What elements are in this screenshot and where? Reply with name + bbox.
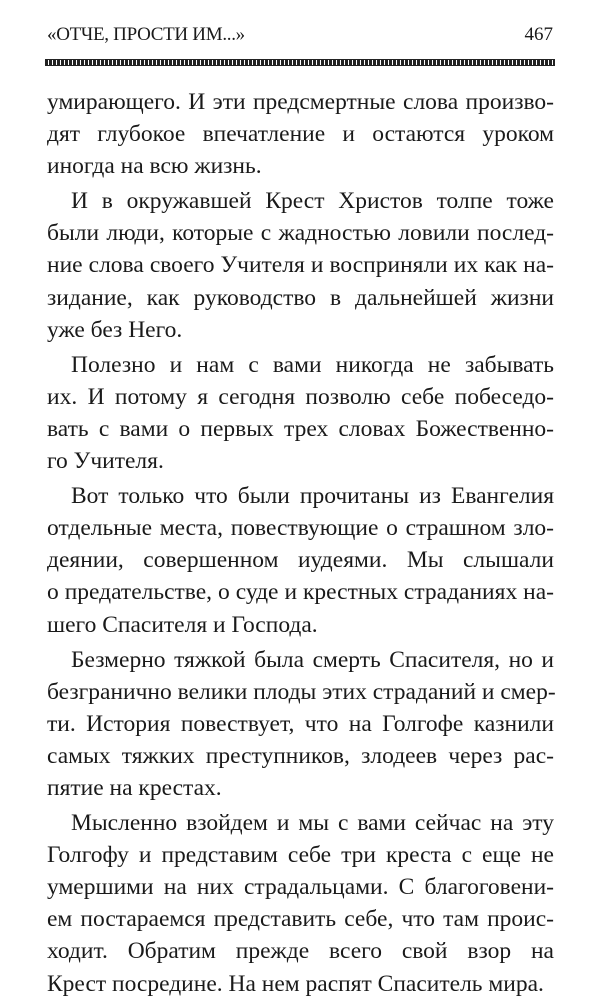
paragraph	[47, 644, 554, 804]
text-line: отдельные места, повествующие о страшном зло-	[47, 515, 554, 542]
text-line: Полезно и нам с вами никогда не забывать	[71, 351, 554, 378]
page-number: 467	[524, 24, 553, 45]
text-line: ти. История повествует, что на Голгофе казнили	[47, 710, 554, 737]
text-line: самых тяжких преступников, злодеев через рас-	[47, 742, 554, 769]
decorative-rule	[45, 59, 555, 66]
text-line: Мысленно взойдем и мы с вами сейчас на эту	[71, 810, 554, 837]
text-line: о предательстве, о суде и крестных страданиях на-	[47, 579, 554, 606]
paragraph	[47, 86, 554, 182]
paragraph	[47, 185, 554, 345]
text-line: умершими на них страдальцами. С благоговени-	[47, 874, 554, 901]
page-body	[47, 86, 554, 1003]
text-line: вать с вами о первых трех словах Божественно-	[47, 415, 554, 442]
text-line: уже без Него.	[47, 316, 183, 343]
text-line: пятие на крестах.	[47, 774, 222, 801]
text-line: их. И потому я сегодня позволю себе побеседо-	[47, 383, 554, 410]
text-line: Крест посредине. На нем распят Спаситель мира.	[47, 970, 544, 997]
paragraph	[47, 349, 554, 477]
text-line: Голгофу и представим себе три креста с еще не	[47, 842, 554, 869]
text-line: безгранично велики плоды этих страданий и смер-	[47, 678, 556, 705]
text-line: го Учителя.	[47, 448, 164, 475]
running-title: «ОТЧЕ, ПРОСТИ ИМ...»	[47, 24, 245, 45]
text-line: иногда на всю жизнь.	[47, 153, 262, 180]
paragraph	[47, 480, 554, 640]
text-line: шего Спасителя и Господа.	[47, 611, 318, 638]
text-line: дят глубокое впечатление и остаются уроком	[47, 121, 554, 148]
text-line: ходит. Обратим прежде всего свой взор на	[47, 938, 554, 965]
text-line: ние слова своего Учителя и восприняли их как на-	[47, 252, 554, 279]
text-line: И в окружавшей Крест Христов толпе тоже	[71, 188, 554, 215]
text-line: деянии, совершенном иудеями. Мы слышали	[47, 547, 554, 574]
running-header	[47, 24, 553, 52]
text-line: зидание, как руководство в дальнейшей жизни	[47, 284, 554, 311]
text-line: Вот только что были прочитаны из Евангелия	[71, 483, 554, 510]
text-line: умирающего. И эти предсмертные слова произво-	[47, 89, 554, 115]
text-line: Безмерно тяжкой была смерть Спасителя, но и	[71, 646, 554, 673]
text-line: ем постараемся представить себе, что там проис-	[47, 906, 554, 933]
text-line: были люди, которые с жадностью ловили послед-	[47, 220, 554, 247]
